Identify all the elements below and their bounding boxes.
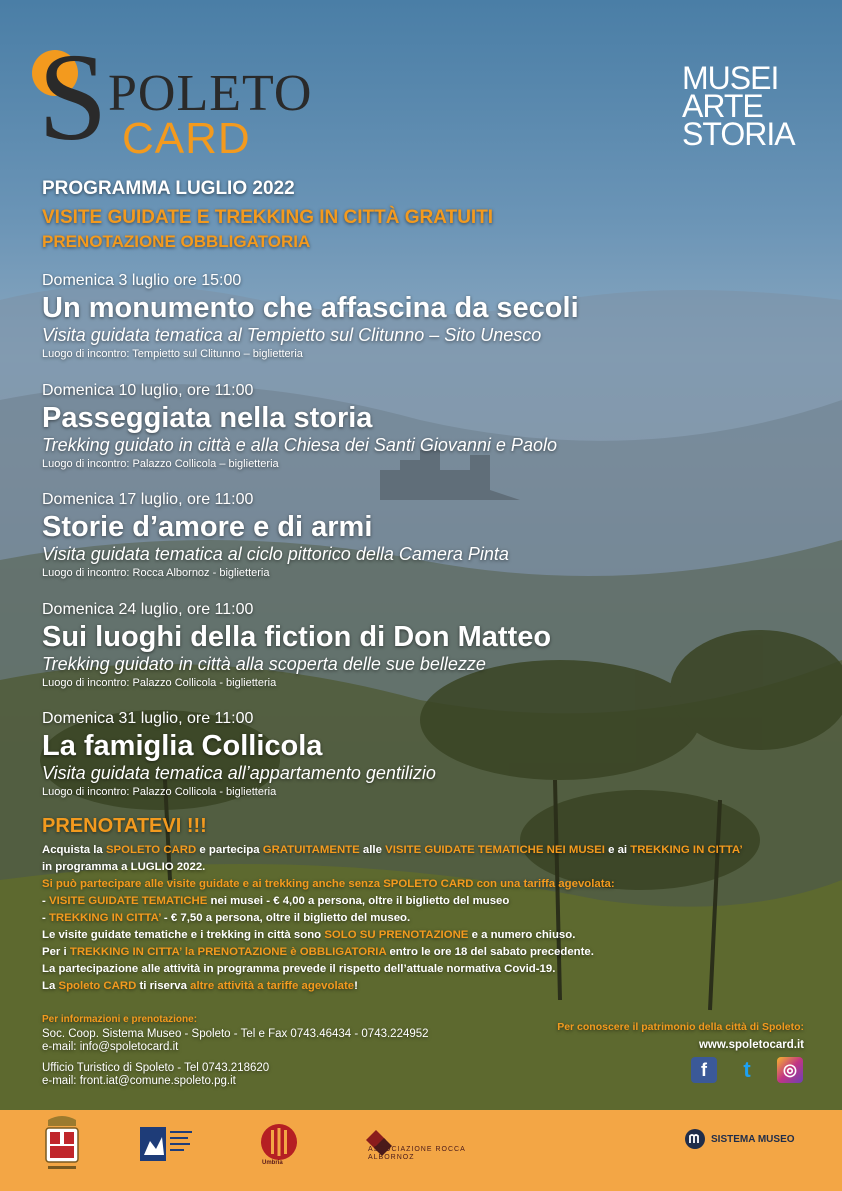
- info-sistema-museo: Soc. Coop. Sistema Museo - Spoleto - Tel e Fax 0743.46434 - 0743.224952: [42, 1028, 429, 1040]
- text: ti riserva: [136, 980, 191, 992]
- pren-line-2: in programma a LUGLIO 2022.: [42, 861, 206, 873]
- programma-title: PROGRAMMA LUGLIO 2022: [42, 178, 295, 199]
- twitter-icon[interactable]: t: [743, 1057, 751, 1082]
- storia-word: STORIA: [682, 116, 795, 152]
- musei-arte-storia-logo: [682, 60, 802, 152]
- spoleto-card-logo: [30, 29, 350, 167]
- highlight: VISITE GUIDATE TEMATICHE NEI MUSEI: [385, 844, 605, 856]
- associazione-label: ASSOCIAZIONE ROCCA ALBORNOZ: [368, 1146, 466, 1161]
- logo-poleto: POLETO: [108, 65, 313, 122]
- event-item: [42, 491, 802, 601]
- highlight: VISITE GUIDATE TEMATICHE: [48, 895, 208, 907]
- event-date: Domenica 10 luglio, ore 11:00: [42, 381, 254, 399]
- instagram-icon[interactable]: ◎: [777, 1057, 803, 1083]
- event-title: La famiglia Collicola: [42, 730, 323, 762]
- event-subtitle: Visita guidata tematica al ciclo pittorico della Camera Pinta: [42, 544, 509, 564]
- event-date: Domenica 24 luglio, ore 11:00: [42, 600, 254, 618]
- event-location: Luogo di incontro: Palazzo Collicola - biglietteria: [42, 676, 277, 689]
- event-item: [42, 272, 802, 382]
- pren-line-8: La partecipazione alle attività in programma prevede il rispetto dell’attuale normativa Covid-19.: [42, 963, 556, 975]
- event-subtitle: Trekking guidato in città e alla Chiesa dei Santi Giovanni e Paolo: [42, 434, 557, 455]
- event-location: Luogo di incontro: Tempietto sul Clitunno – biglietteria: [42, 348, 303, 360]
- highlight: SPOLETO CARD: [105, 844, 197, 856]
- event-title: Passeggiata nella storia: [42, 401, 373, 434]
- prenotazione-subtitle: PRENOTAZIONE OBBLIGATORIA: [42, 232, 311, 251]
- event-title: Sui luoghi della fiction di Don Matteo: [42, 620, 552, 653]
- prenotatevi-section: [42, 815, 832, 995]
- text: e partecipa: [196, 844, 263, 856]
- info-section: [42, 1013, 429, 1088]
- pren-line-1: [42, 842, 832, 859]
- regione-logo-icon: [140, 1127, 196, 1165]
- text: La: [42, 980, 59, 992]
- event-location: Luogo di incontro: Palazzo Collicola - biglietteria: [42, 786, 277, 798]
- event-list: [42, 272, 802, 820]
- event-date: Domenica 17 luglio, ore 11:00: [42, 491, 254, 508]
- pren-line-7: [42, 944, 832, 961]
- text: !: [354, 980, 358, 992]
- text: Le visite guidate tematiche e i trekking in città sono: [42, 929, 325, 941]
- event-subtitle: Trekking guidato in città alla scoperta delle sue bellezze: [42, 653, 486, 674]
- text: nei musei - € 4,00 a persona, oltre il biglietto del museo: [207, 895, 510, 907]
- text: -: [42, 912, 49, 924]
- umbria-label: Umbria: [262, 1160, 283, 1166]
- pren-line-4: [42, 893, 832, 910]
- text: -: [42, 895, 49, 907]
- text: e ai: [604, 844, 631, 856]
- text: alle: [359, 844, 386, 856]
- info-ufficio: Ufficio Turistico di Spoleto - Tel 0743.218620: [42, 1062, 270, 1074]
- highlight: TREKKING IN CITTA’ la PRENOTAZIONE è OBBLIGATORIA: [69, 946, 387, 958]
- arte-word: ARTE: [682, 88, 763, 124]
- musei-word: MUSEI: [682, 60, 779, 96]
- website-link[interactable]: www.spoletocard.it: [698, 1039, 804, 1051]
- know-text: Per conoscere il patrimonio della città di Spoleto:: [557, 1021, 804, 1033]
- event-date: Domenica 3 luglio ore 15:00: [42, 272, 242, 289]
- event-date: Domenica 31 luglio, ore 11:00: [42, 710, 254, 727]
- info-email-2[interactable]: e-mail: front.iat@comune.spoleto.pg.it: [42, 1075, 236, 1087]
- sistema-museo-label: SISTEMA MUSEO: [711, 1134, 795, 1145]
- text: - € 7,50 a persona, oltre il biglietto del museo.: [160, 912, 411, 924]
- highlight: TREKKING IN CITTA’: [48, 912, 161, 924]
- sistema-museo-logo-icon: [684, 1128, 706, 1150]
- highlight: Spoleto CARD: [58, 980, 137, 992]
- event-location: Luogo di incontro: Rocca Albornoz - biglietteria: [42, 567, 270, 579]
- text: Per i: [42, 946, 70, 958]
- pren-line-9: [42, 978, 832, 995]
- pren-line-6: [42, 927, 832, 944]
- facebook-icon[interactable]: f: [691, 1057, 717, 1083]
- text: e a numero chiuso.: [468, 929, 576, 941]
- pren-line-5: [42, 910, 832, 927]
- highlight: GRATUITAMENTE: [262, 844, 360, 856]
- event-title: Storie d’amore e di armi: [42, 511, 373, 543]
- know-section: [557, 1021, 804, 1051]
- event-item: [42, 710, 802, 820]
- text: Acquista la: [42, 844, 106, 856]
- event-item: [42, 382, 802, 492]
- event-location: Luogo di incontro: Palazzo Collicola – biglietteria: [42, 457, 279, 470]
- event-title: Un monumento che affascina da secoli: [42, 292, 579, 324]
- programma-header: [42, 178, 493, 252]
- logo-s: S: [38, 29, 108, 167]
- comune-spoleto-crest-icon: [40, 1112, 84, 1174]
- prenotatevi-title: PRENOTATEVI !!!: [42, 815, 207, 837]
- visite-subtitle: VISITE GUIDATE E TREKKING IN CITTÀ GRATUITI: [42, 207, 494, 228]
- highlight: SOLO SU PRENOTAZIONE: [324, 929, 469, 941]
- pren-line-3: Si può partecipare alle visite guidate e ai trekking anche senza SPOLETO CARD con una tariffa agevolata:: [42, 878, 615, 890]
- event-subtitle: Visita guidata tematica al Tempietto sul Clitunno – Sito Unesco: [42, 325, 542, 345]
- logo-card: CARD: [122, 114, 251, 163]
- event-subtitle: Visita guidata tematica all’appartamento gentilizio: [42, 763, 436, 783]
- text: entro le ore 18 del sabato precedente.: [386, 946, 594, 958]
- info-heading: Per informazioni e prenotazione:: [42, 1014, 198, 1025]
- highlight: TREKKING IN CITTA’: [630, 844, 743, 856]
- highlight: altre attività a tariffe agevolate: [190, 980, 355, 992]
- info-email-1[interactable]: e-mail: info@spoletocard.it: [42, 1041, 179, 1053]
- event-item: [42, 601, 802, 711]
